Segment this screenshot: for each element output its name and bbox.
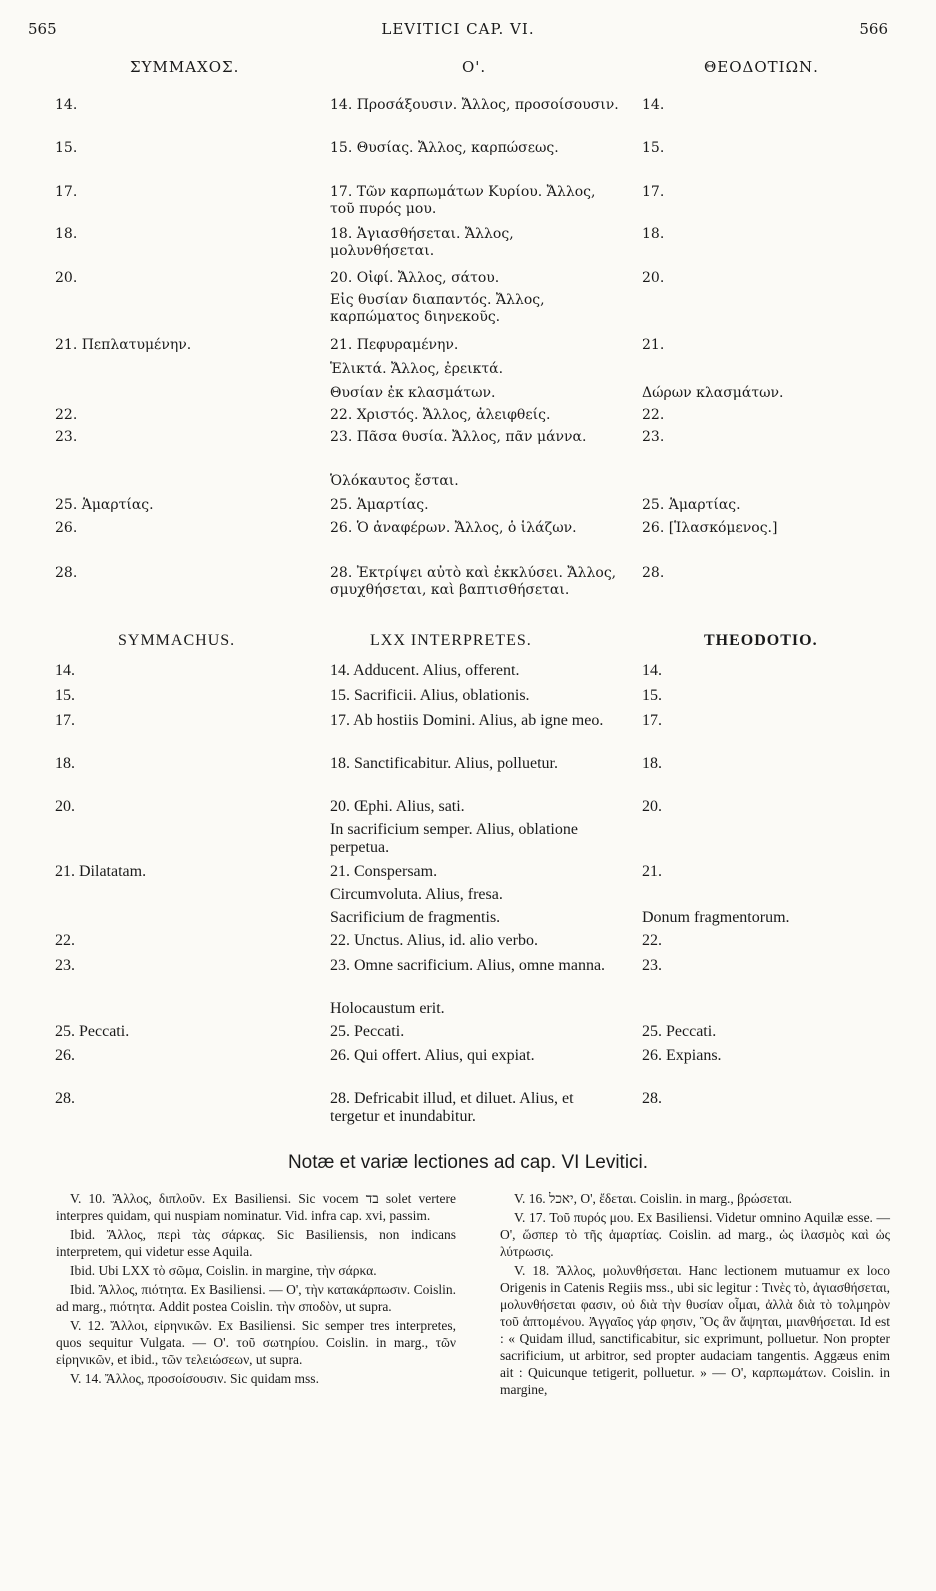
verse-cell-c3: 15. <box>642 687 662 704</box>
verse-cell-c2: 26. Qui offert. Alius, qui expiat. <box>330 1047 535 1064</box>
verse-cell-c2: Θυσίαν ἐκ κλασμάτων. <box>330 385 496 401</box>
note-paragraph: V. 16. יאכל, O', ἔδεται. Coislin. in marg., βρώσεται. <box>514 1191 793 1206</box>
verse-cell-c2: 14. Adducent. Alius, offerent. <box>330 662 520 679</box>
page-number-left: 565 <box>28 20 57 38</box>
verse-cell-c3: 15. <box>642 140 665 156</box>
page-header <box>28 20 888 44</box>
verse-cell-c3: 25. Peccati. <box>642 1023 717 1040</box>
verse-cell-c2: 28. Ἐκτρίψει αὐτὸ καὶ ἐκκλύσει. Ἄλλος, σμυχθήσεται, καὶ βαπτισθήσεται. <box>330 565 617 598</box>
verse-cell-c3: 23. <box>642 429 665 445</box>
verse-cell-c3: 14. <box>642 97 665 113</box>
verse-cell-c3: 18. <box>642 226 665 242</box>
greek-head-theodotion: ΘΕΟΔΟΤΙΩΝ. <box>704 58 819 76</box>
verse-cell-c2: 21. Πεφυραμένην. <box>330 337 459 353</box>
verse-cell-c1: 28. <box>55 1090 75 1107</box>
verse-cell-c3: 23. <box>642 957 662 974</box>
verse-cell-c1: 25. Peccati. <box>55 1023 130 1040</box>
note-paragraph: Ibid. Ubi LXX τὸ σῶμα, Coislin. in margine, τὴν σάρκα. <box>70 1263 377 1278</box>
verse-cell-c2: 28. Defricabit illud, et diluet. Alius, et tergetur et inundabitur. <box>330 1090 574 1125</box>
verse-cell-c2: Ἑλικτά. Ἄλλος, ἐρεικτά. <box>330 361 504 377</box>
verse-cell-c1: 15. <box>55 687 75 704</box>
verse-cell-c2: 23. Omne sacrificium. Alius, omne manna. <box>330 957 606 974</box>
verse-cell-c1: 22. <box>55 932 75 949</box>
note-paragraph: V. 12. Ἄλλοι, εἰρηνικῶν. Ex Basiliensi. Sic semper tres interpretes, quos sequitur Vulgata. — O'. τοῦ σωτηρίου. Coislin. in marg., τῶν εἰρηνικῶν, et ibid., τῶν τελειώσεων, ut supra. <box>56 1318 456 1367</box>
verse-cell-c2: 18. Sanctificabitur. Alius, polluetur. <box>330 755 558 772</box>
verse-cell-c3: 14. <box>642 662 662 679</box>
verse-cell-c2: 17. Τῶν καρπωμάτων Κυρίου. Ἄλλος, τοῦ πυρός μου. <box>330 184 596 217</box>
verse-cell-c1: 23. <box>55 429 78 445</box>
page-number-right: 566 <box>859 20 888 38</box>
verse-cell-c2: 22. Unctus. Alius, id. alio verbo. <box>330 932 538 949</box>
verse-cell-c1: 21. Dilatatam. <box>55 863 147 880</box>
verse-cell-c3: 22. <box>642 932 662 949</box>
note-paragraph: V. 10. Ἄλλος, διπλοῦν. Ex Basiliensi. Sic vocem בד solet vertere interpres quidam, qui nuspiam nominatur. Vid. infra cap. xvi, passim. <box>56 1191 456 1223</box>
verse-cell-c2: 15. Θυσίας. Ἄλλος, καρπώσεως. <box>330 140 559 156</box>
verse-cell-c1: 22. <box>55 407 78 423</box>
verse-cell-c2: 15. Sacrificii. Alius, oblationis. <box>330 687 530 704</box>
note-paragraph: V. 17. Τοῦ πυρός μου. Ex Basiliensi. Videtur omnino Aquilæ esse. — O', ὥσπερ τὸ τῆς ἁμαρτίας. Coislin. ad marg., ὡς ἱλασμὸς καὶ ὡς λύτρωσις. <box>500 1210 890 1259</box>
verse-cell-c1: 15. <box>55 140 78 156</box>
verse-cell-c2: Εἰς θυσίαν διαπαντός. Ἄλλος, καρπώματος διηνεκοῦς. <box>330 292 545 325</box>
verse-cell-c2: 20. Οἰφί. Ἄλλος, σάτου. <box>330 270 500 286</box>
greek-head-lxx: Ο'. <box>462 58 487 76</box>
verse-cell-c2: 26. Ὁ ἀναφέρων. Ἄλλος, ὁ ἱλάζων. <box>330 520 577 536</box>
verse-cell-c2: Holocaustum erit. <box>330 1000 445 1017</box>
verse-cell-c2: 25. Ἁμαρτίας. <box>330 497 429 513</box>
verse-cell-c1: 25. Ἁμαρτίας. <box>55 497 154 513</box>
verse-cell-c3: 28. <box>642 565 665 581</box>
verse-cell-c2: In sacrificium semper. Alius, oblatione perpetua. <box>330 821 578 856</box>
greek-head-symmachus: ΣΥΜΜΑΧΟΣ. <box>130 58 240 76</box>
verse-cell-c1: 14. <box>55 662 75 679</box>
verse-cell-c3: 17. <box>642 712 662 729</box>
verse-cell-c1: 28. <box>55 565 78 581</box>
note-paragraph: Ibid. Ἄλλος, πιότητα. Ex Basiliensi. — O', τὴν κατακάρπωσιν. Coislin. ad marg., πιότητα. Addit postea Coislin. τὴν σποδὸν, ut supra. <box>56 1282 456 1314</box>
verse-cell-c3: 26. Expians. <box>642 1047 722 1064</box>
verse-cell-c1: 18. <box>55 755 75 772</box>
verse-cell-c3: 28. <box>642 1090 662 1107</box>
verse-cell-c3: Δώρων κλασμάτων. <box>642 385 784 401</box>
verse-cell-c1: 17. <box>55 712 75 729</box>
note-paragraph: Ibid. Ἄλλος, περὶ τὰς σάρκας. Sic Basiliensis, non indicans interpretem, qui videtur esse Aquila. <box>56 1227 456 1259</box>
verse-cell-c2: 25. Peccati. <box>330 1023 405 1040</box>
running-title: LEVITICI CAP. VI. <box>381 20 535 38</box>
latin-head-theodotion: THEODOTIO. <box>704 632 818 649</box>
verse-cell-c2: Circumvoluta. Alius, fresa. <box>330 886 503 903</box>
verse-cell-c3: 18. <box>642 755 662 772</box>
notes-title: Notæ et variæ lectiones ad cap. VI Levitici. <box>287 1152 649 1173</box>
verse-cell-c1: 21. Πεπλατυμένην. <box>55 337 192 353</box>
verse-cell-c1: 14. <box>55 97 78 113</box>
note-paragraph: V. 18. Ἄλλος, μολυνθήσεται. Hanc lectionem mutuamur ex loco Origenis in Catenis Regiis mss., ubi sic legitur : Τινὲς τὸ, ἁγιασθήσεται, μολυνθήσεται φασιν, οὐ διὰ τὴν θυσίαν οἶμαι, ἀλλὰ διὰ τὸ τολμηρὸν τοῦ ἁπτομένου. Ἀγγαῖος γάρ φησιν, Ὃς ἂν ἅψηται, μιανθήσεται. Id est : « Quidam illud, sanctificabitur, sic exprimunt, polluetur. Non propter sacrificium, ut arbitror, sed propter audaciam tangentis. Aggæus enim ait : Quicunque tetigerit, polluetur. » — O', καρπωμάτων. Coislin. in margine, <box>500 1263 890 1397</box>
verse-cell-c2: 21. Conspersam. <box>330 863 438 880</box>
verse-cell-c2: 20. Œphi. Alius, sati. <box>330 798 465 815</box>
verse-cell-c3: 21. <box>642 863 662 880</box>
verse-cell-c1: 20. <box>55 798 75 815</box>
verse-cell-c1: 26. <box>55 1047 75 1064</box>
verse-cell-c2: 17. Ab hostiis Domini. Alius, ab igne meo. <box>330 712 604 729</box>
verse-cell-c1: 17. <box>55 184 78 200</box>
verse-cell-c2: 14. Προσάξουσιν. Ἄλλος, προσοίσουσιν. <box>330 97 619 113</box>
verse-cell-c2: Ὁλόκαυτος ἔσται. <box>330 473 459 489</box>
verse-cell-c1: 26. <box>55 520 78 536</box>
latin-head-symmachus: SYMMACHUS. <box>118 632 236 649</box>
verse-cell-c3: 26. [Ἱλασκόμενος.] <box>642 520 778 536</box>
verse-cell-c2: 18. Ἁγιασθήσεται. Ἄλλος, μολυνθήσεται. <box>330 226 514 259</box>
verse-cell-c1: 18. <box>55 226 78 242</box>
notes-right-column <box>500 1190 890 1400</box>
verse-cell-c3: 20. <box>642 270 665 286</box>
verse-cell-c3: 17. <box>642 184 665 200</box>
verse-cell-c3: Donum fragmentorum. <box>642 909 790 926</box>
verse-cell-c2: 22. Χριστός. Ἄλλος, ἀλειφθείς. <box>330 407 551 423</box>
notes-left-column <box>56 1190 456 1389</box>
verse-cell-c1: 20. <box>55 270 78 286</box>
latin-head-lxx: LXX INTERPRETES. <box>370 632 532 649</box>
verse-cell-c1: 23. <box>55 957 75 974</box>
verse-cell-c3: 22. <box>642 407 665 423</box>
verse-cell-c3: 21. <box>642 337 665 353</box>
verse-cell-c2: Sacrificium de fragmentis. <box>330 909 501 926</box>
note-paragraph: V. 14. Ἄλλος, προσοίσουσιν. Sic quidam mss. <box>70 1371 319 1386</box>
verse-cell-c3: 20. <box>642 798 662 815</box>
verse-cell-c2: 23. Πᾶσα θυσία. Ἄλλος, πᾶν μάννα. <box>330 429 587 445</box>
verse-cell-c3: 25. Ἁμαρτίας. <box>642 497 741 513</box>
